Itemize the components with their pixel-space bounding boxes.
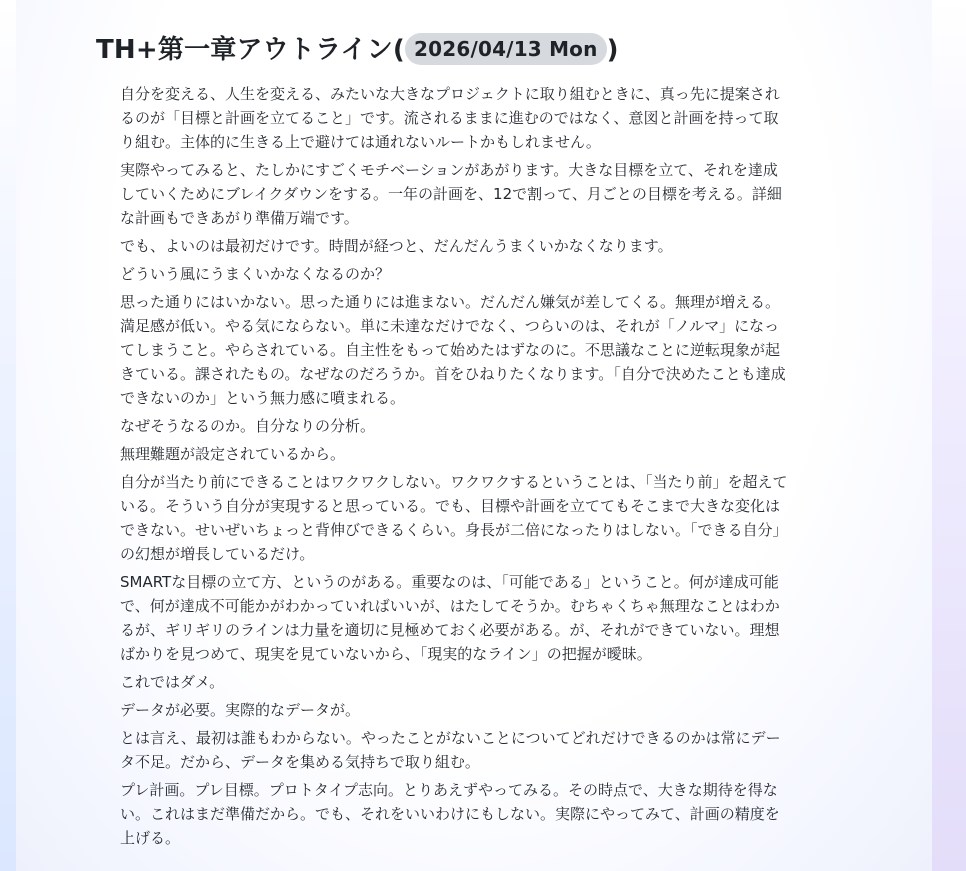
page-title-text: TH+第一章アウトライン(	[96, 35, 405, 65]
paragraph-12: とは言え、最初は誰もわからない。やったことがないことについてどれだけできるのかは常にデータ不足。だから、データを集める気持ちで取り組む。	[120, 729, 781, 771]
paragraph-5: 思った通りにはいかない。思った通りには進まない。だんだん嫌気が差してくる。無理が増える。満足感が低い。やる気にならない。単に未達なだけでなく、つらいのは、それが「ノルマ」になってしまうこと。やらされている。自主性をもって始めたはずなのに。不思議なことに逆転現象が起きている。課されたもの。なぜなのだろうか。首をひねりたくなります。「自分で決めたことも達成できないのか」という無力感に噴まれる。	[120, 293, 786, 407]
paragraph-8: 自分が当たり前にできることはワクワクしない。ワクワクするということは、「当たり前」を超えている。そういう自分が実現すると思っている。でも、目標や計画を立ててもそこまで大きな変化はできない。せいぜいちょっと背伸びできるくらい。身長が二倍になったりはしない。「できる自分」の幻想が増長しているだけ。	[120, 473, 788, 563]
paragraph-13: プレ計画。プレ目標。プロトタイプ志向。とりあえずやってみる。その時点で、大きな期待を得ない。これはまだ準備だから。でも、それをいいわけにもしない。実際にやってみて、計画の精度を上げる。	[120, 781, 780, 847]
page-title	[96, 30, 619, 70]
paragraph-1: 自分を変える、人生を変える、みたいな大きなプロジェクトに取り組むときに、真っ先に提案されるのが「目標と計画を立てること」です。流されるままに進むのではなく、意図と計画を持って取り組む。主体的に生きる上で避けては通れないルートかもしれません。	[120, 85, 780, 151]
paragraph-11: データが必要。実際的なデータが。	[120, 701, 361, 719]
paragraph-10: これではダメ。	[120, 673, 225, 691]
paragraph-6: なぜそうなるのか。自分なりの分析。	[120, 417, 376, 435]
page-title-close: )	[606, 35, 619, 65]
outline-body	[120, 82, 788, 854]
paragraph-7: 無理難題が設定されているから。	[120, 445, 346, 463]
date-badge[interactable]: 2026/04/13 Mon	[405, 33, 607, 65]
paragraph-2: 実際やってみると、たしかにすごくモチベーションがあがります。大きな目標を立て、それを達成していくためにブレイクダウンをする。一年の計画を、12で割って、月ごとの目標を考える。詳細な計画もできあがり準備万端です。	[120, 161, 782, 227]
paragraph-9: SMARTな目標の立て方、というのがある。重要なのは、「可能である」ということ。何が達成可能で、何が達成不可能かがわかっていればいいが、はたしてそうか。むちゃくちゃ無理なことはわかるが、ギリギリのラインは力量を適切に見極めておく必要がある。が、それができていない。理想ばかりを見つめて、現実を見ていないから、「現実的なライン」の把握が曖昧。	[120, 573, 780, 663]
document-page	[16, 0, 932, 871]
paragraph-4: どういう風にうまくいかなくなるのか？	[120, 265, 391, 283]
paragraph-3: でも、よいのは最初だけです。時間が経つと、だんだんうまくいかなくなります。	[120, 237, 673, 255]
left-background-strip	[0, 0, 16, 871]
right-background-strip	[932, 0, 966, 871]
